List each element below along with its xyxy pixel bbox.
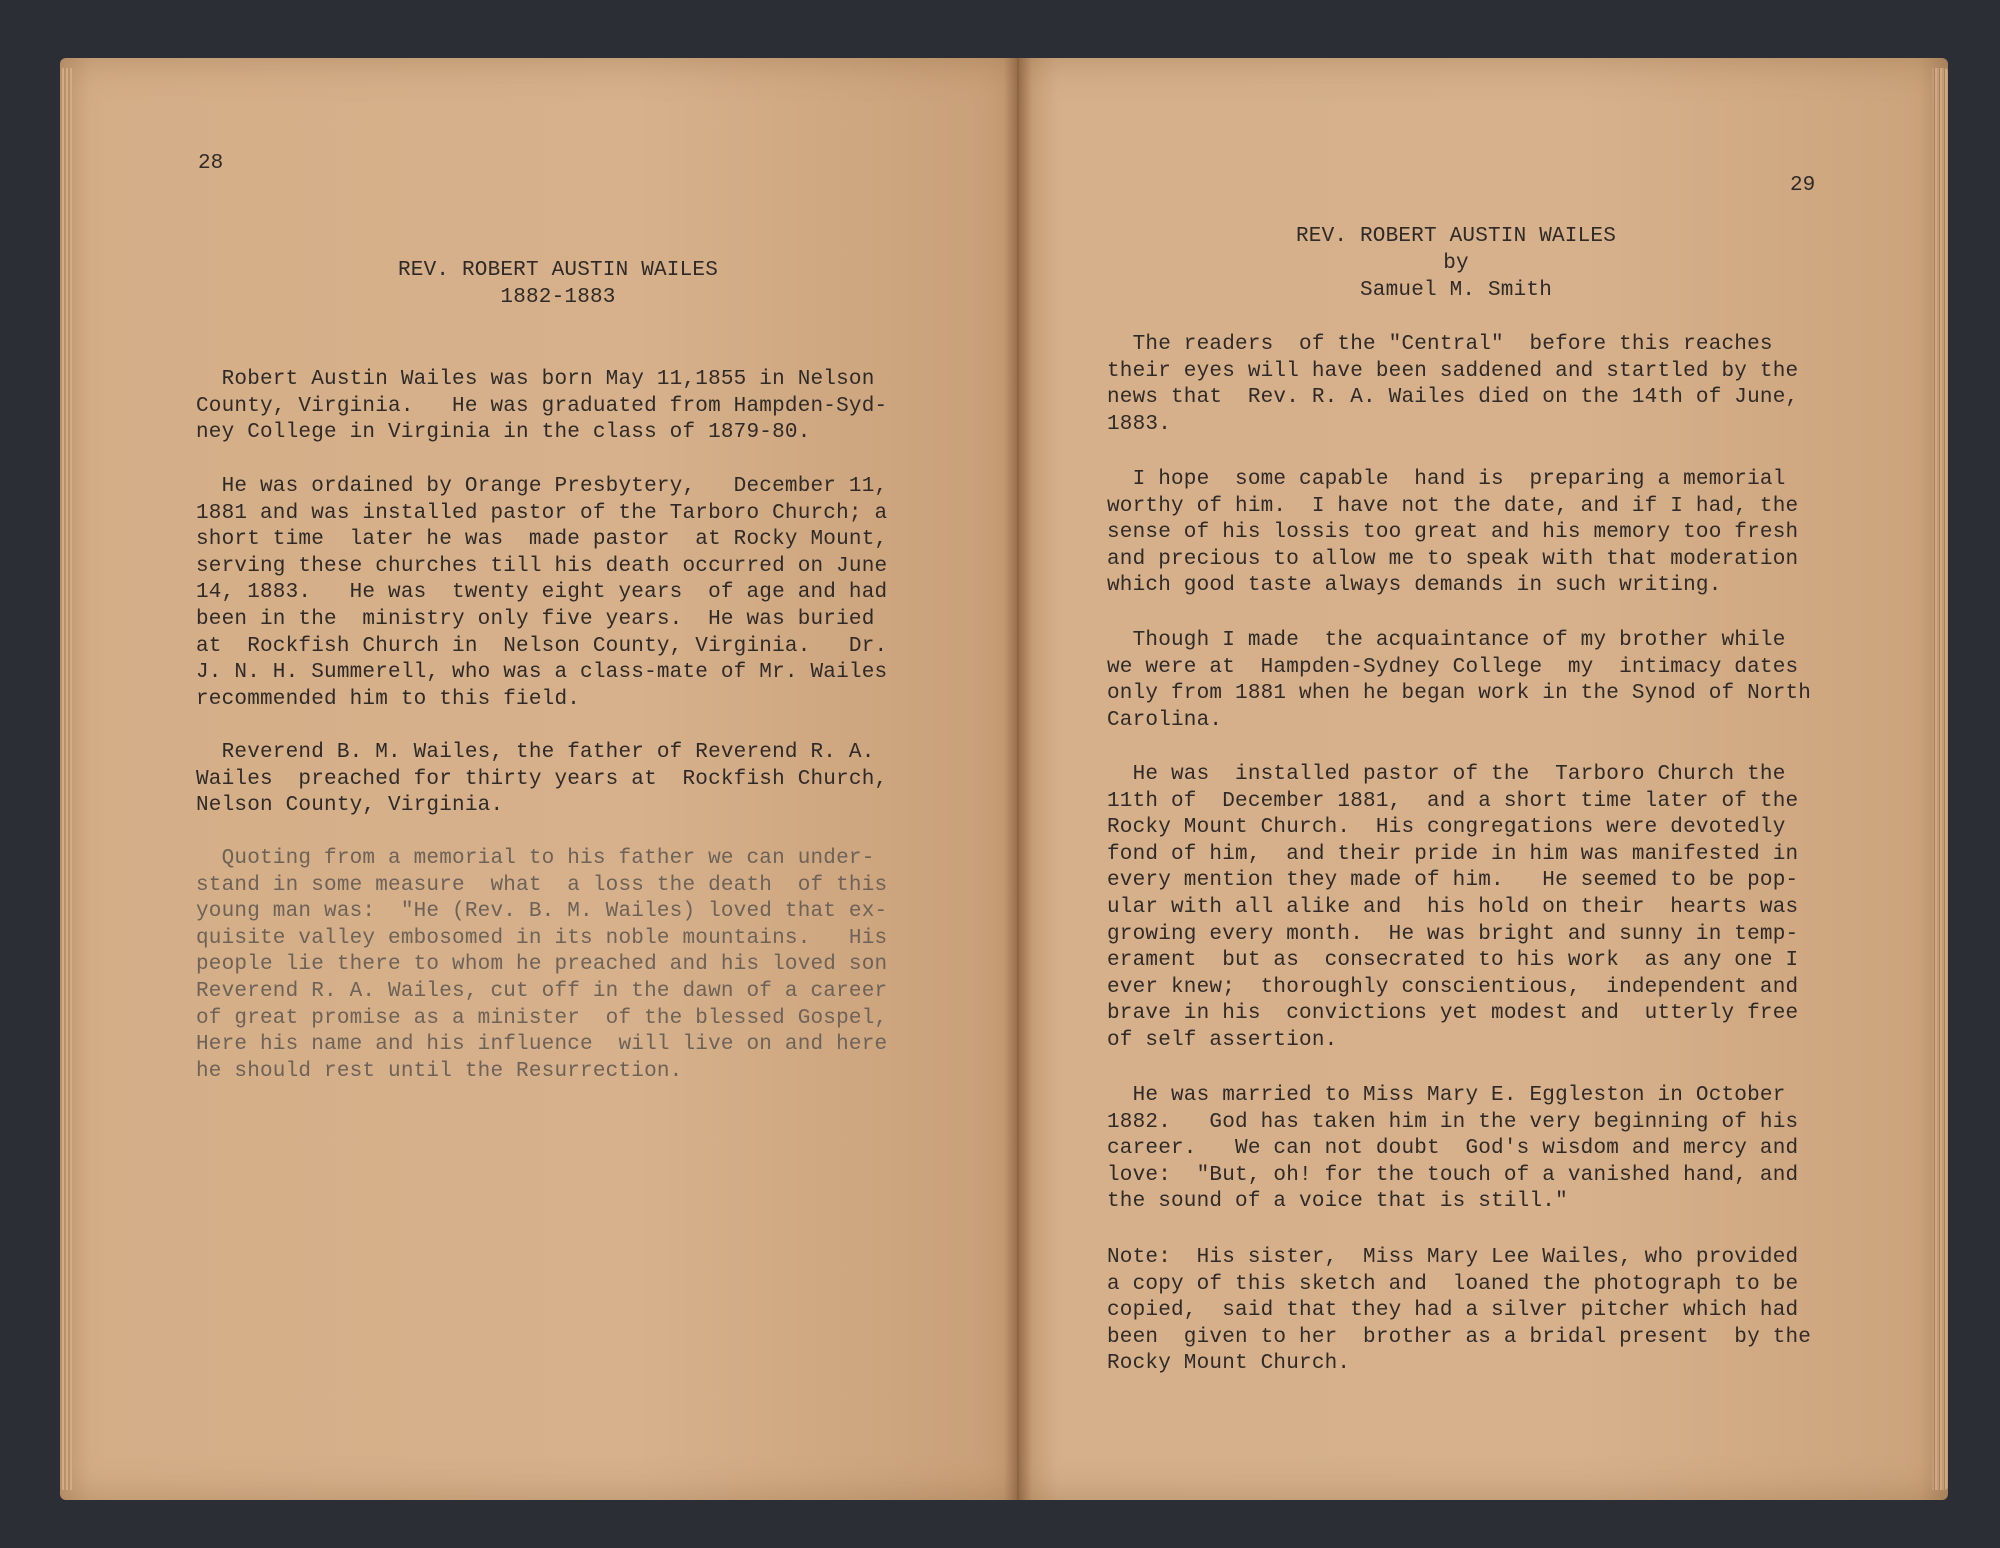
right-paragraph: He was installed pastor of the Tarboro Church the 11th of December 1881, and a short time later of the Rocky Mount Church. His congregations were devotedly fond of him, and their pride in him was manifested in every mention they made of him. He seemed to be pop- ular with all alike and his hold on their hearts was growing every month. He was bright and sunny in temp- erament but as consecrated to his work as any one I ever knew; thoroughly conscientious, independent and brave in his convictions yet modest and utterly free of self assertion. — [1107, 763, 1799, 1052]
right-paragraph: The readers of the "Central" before this reaches their eyes will have been saddened and startled by the news that Rev. R. A. Wailes died on the 14th of June, 1883. — [1107, 333, 1799, 436]
left-page-edge — [60, 68, 72, 1490]
right-paragraph: Though I made the acquaintance of my brother while we were at Hampden-Sydney College my intimacy dates only from 1881 when he began work in the Synod of North Carolina. — [1107, 629, 1812, 732]
left-page-number: 28 — [198, 152, 224, 175]
right-paragraph: I hope some capable hand is preparing a memorial worthy of him. I have not the date, and if I had, the sense of his lossis too great and his memory too fresh and precious to allow me to speak with that moderation which good taste always demands in such writing. — [1107, 468, 1799, 598]
right-page-author: Samuel M. Smith — [1359, 279, 1553, 302]
right-page-title: REV. ROBERT AUSTIN WAILES — [1295, 225, 1617, 248]
left-page-dates: 1882-1883 — [500, 286, 616, 309]
left-paragraph-memorial-quote: Quoting from a memorial to his father we can under- stand in some measure what a loss the death of this young man was: "He (Rev. B. M. Wailes) loved that ex- quisite valley embosomed in its noble mountains. His people lie there to whom he preached and his loved son Reverend R. A. Wailes, cut off in the dawn of a career of great promise as a minister of the blessed Gospel, Here his name and his influence will live on and here he should rest until the Resurrection. — [196, 847, 888, 1083]
left-page-title: REV. ROBERT AUSTIN WAILES — [397, 259, 719, 282]
book-gutter — [1004, 58, 1032, 1500]
right-page-note: Note: His sister, Miss Mary Lee Wailes, who provided a copy of this sketch and loaned the photograph to be copied, said that they had a silver pitcher which had been given to her brother as a bridal present by the Rocky Mount Church. — [1107, 1246, 1812, 1376]
right-page-number: 29 — [1790, 174, 1816, 197]
right-paragraph: He was married to Miss Mary E. Eggleston in October 1882. God has taken him in the very beginning of his career. We can not doubt God's wisdom and mercy and love: "But, oh! for the touch of a vanished hand, and the sound of a voice that is still." — [1107, 1084, 1799, 1214]
left-paragraph: Robert Austin Wailes was born May 11,1855 in Nelson County, Virginia. He was graduated from Hampden-Syd- ney College in Virginia in the class of 1879-80. — [196, 368, 888, 445]
right-page-edge — [1932, 68, 1948, 1490]
right-page-byline: by — [1443, 252, 1469, 275]
left-paragraph: Reverend B. M. Wailes, the father of Reverend R. A. Wailes preached for thirty years at Rockfish Church, Nelson County, Virginia. — [196, 741, 888, 818]
left-paragraph: He was ordained by Orange Presbytery, December 11, 1881 and was installed pastor of the Tarboro Church; a short time later he was made pastor at Rocky Mount, serving these churches till his death occurred on June 14, 1883. He was twenty eight years of age and had been in the ministry only five years. He was buried at Rockfish Church in Nelson County, Virginia. Dr. J. N. H. Summerell, who was a class-mate of Mr. Wailes recommended him to this field. — [196, 475, 888, 711]
